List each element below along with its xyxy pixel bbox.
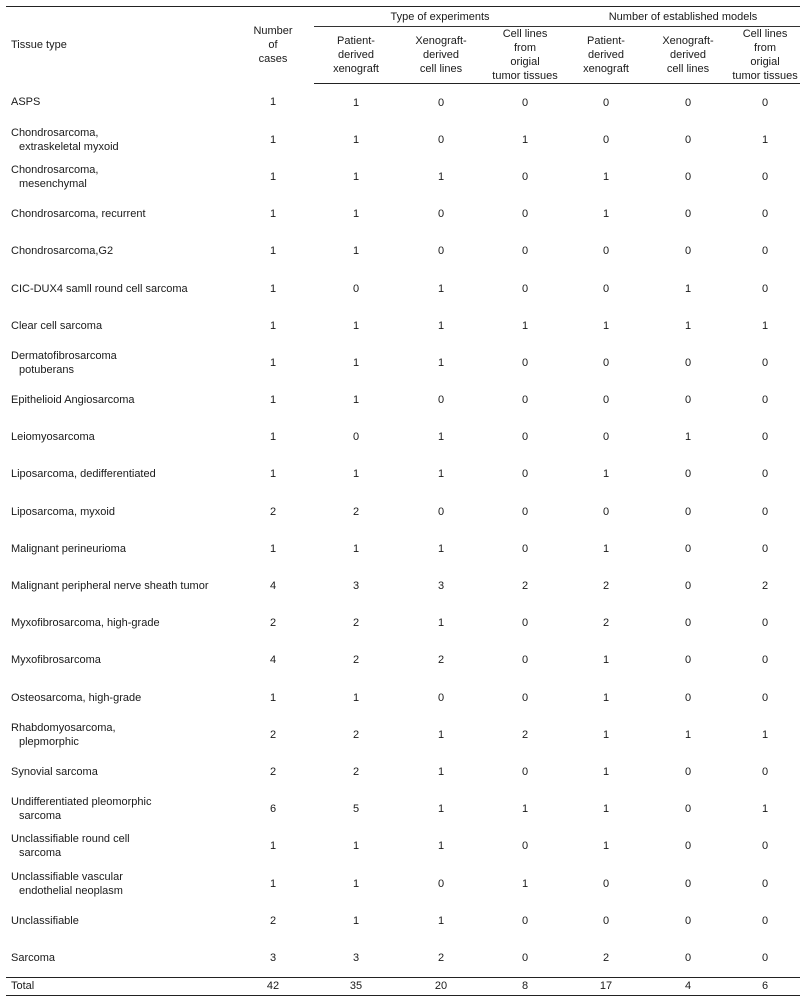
model-xdcl-cell: 0 (684, 803, 692, 816)
exp-cell-lines-cell: 1 (521, 133, 529, 146)
model-cell-lines-cell: 0 (761, 542, 769, 555)
model-xdcl-cell: 0 (684, 505, 692, 518)
model-cell-lines-cell: 0 (761, 765, 769, 778)
model-pdx-cell: 0 (602, 133, 610, 146)
tissue-type-cell: Liposarcoma, dedifferentiated (11, 468, 156, 481)
model-cell-lines-cell: 1 (761, 133, 769, 146)
cases-cell: 3 (269, 951, 277, 964)
cases-cell: 1 (269, 319, 277, 332)
cases-cell: 1 (269, 468, 277, 481)
header-number-of-cases: Number of cases (253, 25, 293, 66)
exp-cell-lines-cell: 0 (521, 394, 529, 407)
table-row (6, 233, 800, 270)
model-xdcl-cell: 0 (684, 654, 692, 667)
total-row (6, 977, 800, 995)
exp-pdx-cell: 1 (352, 468, 360, 481)
exp-pdx-cell: 1 (352, 840, 360, 853)
table-row (6, 158, 800, 195)
table-row (6, 530, 800, 567)
exp-xdcl-cell: 2 (437, 951, 445, 964)
cases-cell: 2 (269, 505, 277, 518)
exp-pdx-cell: 1 (352, 170, 360, 183)
tissue-type-cell: Myxofibrosarcoma (11, 654, 101, 667)
model-cell-lines-cell: 0 (761, 691, 769, 704)
exp-pdx-cell: 1 (352, 96, 360, 109)
cases-cell: 2 (269, 617, 277, 630)
model-pdx-cell: 2 (602, 580, 610, 593)
model-pdx-cell: 1 (602, 840, 610, 853)
exp-xdcl-cell: 0 (437, 96, 445, 109)
cases-cell: 1 (269, 394, 277, 407)
exp-xdcl-cell: 0 (437, 133, 445, 146)
model-xdcl-cell: 0 (684, 542, 692, 555)
table-row (6, 456, 800, 493)
exp-cell-lines-cell: 0 (521, 914, 529, 927)
model-xdcl-cell: 1 (684, 431, 692, 444)
tissue-type-cell: Leiomyosarcoma (11, 431, 95, 444)
exp-xdcl-cell: 1 (437, 914, 445, 927)
exp-pdx-cell: 1 (352, 394, 360, 407)
model-cell-lines-cell: 1 (761, 319, 769, 332)
model-pdx-cell: 1 (602, 170, 610, 183)
model-cell-lines-cell: 1 (761, 803, 769, 816)
header-exp-pdx: Patient- derived xenograft (314, 27, 398, 84)
table-row (6, 419, 800, 456)
cases-cell: 1 (269, 245, 277, 258)
exp-pdx-cell: 0 (352, 431, 360, 444)
total-exp-pdx-cell: 35 (314, 977, 398, 995)
exp-pdx-cell: 1 (352, 691, 360, 704)
model-xdcl-cell: 0 (684, 617, 692, 630)
cases-cell: 2 (269, 914, 277, 927)
total-exp-cell-lines-cell: 8 (484, 977, 566, 995)
exp-cell-lines-cell: 0 (521, 951, 529, 964)
model-pdx-cell: 0 (602, 96, 610, 109)
model-cell-lines-cell: 2 (761, 580, 769, 593)
exp-xdcl-cell: 1 (437, 803, 445, 816)
model-pdx-cell: 0 (602, 394, 610, 407)
exp-pdx-cell: 1 (352, 914, 360, 927)
table-row (6, 716, 800, 753)
exp-pdx-cell: 2 (352, 617, 360, 630)
exp-cell-lines-cell: 0 (521, 245, 529, 258)
model-xdcl-cell: 0 (684, 468, 692, 481)
exp-pdx-cell: 2 (352, 728, 360, 741)
exp-cell-lines-cell: 0 (521, 282, 529, 295)
total-exp-xdcl-cell: 20 (398, 977, 484, 995)
exp-cell-lines-cell: 0 (521, 542, 529, 555)
model-xdcl-cell: 0 (684, 170, 692, 183)
cases-cell: 4 (269, 654, 277, 667)
table-row (6, 865, 800, 902)
tissue-type-cell: Unclassifiable vascular endothelial neoplasm (11, 870, 123, 897)
exp-cell-lines-cell: 2 (521, 580, 529, 593)
tissue-type-cell: Malignant peripheral nerve sheath tumor (11, 580, 209, 593)
table-row (6, 828, 800, 865)
model-xdcl-cell: 0 (684, 580, 692, 593)
tissue-type-cell: Clear cell sarcoma (11, 319, 103, 332)
exp-xdcl-cell: 1 (437, 765, 445, 778)
model-pdx-cell: 0 (602, 505, 610, 518)
cases-cell: 1 (269, 96, 277, 109)
tissue-type-cell: Chondrosarcoma, mesenchymal (11, 163, 99, 190)
tissue-type-cell: Myxofibrosarcoma, high-grade (11, 617, 160, 630)
exp-xdcl-cell: 1 (437, 617, 445, 630)
model-pdx-cell: 0 (602, 914, 610, 927)
model-pdx-cell: 0 (602, 356, 610, 369)
model-cell-lines-cell: 0 (761, 170, 769, 183)
exp-xdcl-cell: 0 (437, 394, 445, 407)
exp-xdcl-cell: 1 (437, 431, 445, 444)
table-row (6, 493, 800, 530)
exp-xdcl-cell: 1 (437, 319, 445, 332)
exp-cell-lines-cell: 0 (521, 617, 529, 630)
exp-xdcl-cell: 1 (437, 170, 445, 183)
header-tissue-type: Tissue type (11, 39, 67, 52)
tissue-type-cell: Dermatofibrosarcoma potuberans (11, 349, 117, 376)
table-row (6, 270, 800, 307)
exp-pdx-cell: 3 (352, 951, 360, 964)
model-pdx-cell: 2 (602, 617, 610, 630)
exp-cell-lines-cell: 0 (521, 765, 529, 778)
model-cell-lines-cell: 1 (761, 728, 769, 741)
cases-cell: 6 (269, 803, 277, 816)
model-xdcl-cell: 0 (684, 96, 692, 109)
exp-xdcl-cell: 2 (437, 654, 445, 667)
exp-cell-lines-cell: 0 (521, 468, 529, 481)
model-cell-lines-cell: 0 (761, 208, 769, 221)
model-xdcl-cell: 0 (684, 245, 692, 258)
tissue-type-cell: Chondrosarcoma, recurrent (11, 208, 146, 221)
model-xdcl-cell: 1 (684, 282, 692, 295)
header-model-cell-lines: Cell lines from origial tumor tissues (730, 27, 800, 84)
exp-cell-lines-cell: 2 (521, 728, 529, 741)
exp-pdx-cell: 2 (352, 505, 360, 518)
model-pdx-cell: 1 (602, 691, 610, 704)
model-xdcl-cell: 0 (684, 914, 692, 927)
cases-cell: 2 (269, 728, 277, 741)
model-cell-lines-cell: 0 (761, 282, 769, 295)
table-row (6, 753, 800, 790)
header-model-pdx: Patient- derived xenograft (566, 27, 646, 84)
model-pdx-cell: 1 (602, 319, 610, 332)
exp-xdcl-cell: 1 (437, 356, 445, 369)
exp-pdx-cell: 1 (352, 877, 360, 890)
exp-xdcl-cell: 1 (437, 468, 445, 481)
cases-cell: 1 (269, 208, 277, 221)
model-cell-lines-cell: 0 (761, 840, 769, 853)
exp-xdcl-cell: 1 (437, 840, 445, 853)
exp-cell-lines-cell: 0 (521, 170, 529, 183)
model-cell-lines-cell: 0 (761, 654, 769, 667)
tissue-type-cell: Chondrosarcoma, extraskeletal myxoid (11, 126, 119, 153)
exp-pdx-cell: 1 (352, 245, 360, 258)
model-xdcl-cell: 0 (684, 691, 692, 704)
model-pdx-cell: 1 (602, 728, 610, 741)
exp-xdcl-cell: 0 (437, 208, 445, 221)
exp-pdx-cell: 2 (352, 765, 360, 778)
model-cell-lines-cell: 0 (761, 394, 769, 407)
total-label: Total (6, 977, 232, 995)
table-row (6, 382, 800, 419)
exp-xdcl-cell: 0 (437, 877, 445, 890)
exp-xdcl-cell: 3 (437, 580, 445, 593)
model-pdx-cell: 1 (602, 654, 610, 667)
model-cell-lines-cell: 0 (761, 914, 769, 927)
model-cell-lines-cell: 0 (761, 245, 769, 258)
model-pdx-cell: 1 (602, 765, 610, 778)
tissue-type-cell: Unclassifiable (11, 914, 79, 927)
model-pdx-cell: 1 (602, 468, 610, 481)
tissue-type-cell: Undifferentiated pleomorphic sarcoma (11, 796, 152, 823)
table-row (6, 84, 800, 122)
table-row (6, 344, 800, 381)
cases-cell: 4 (269, 580, 277, 593)
exp-pdx-cell: 0 (352, 282, 360, 295)
total-model-xdcl-cell: 4 (646, 977, 730, 995)
table-row (6, 791, 800, 828)
tissue-type-cell: Rhabdomyosarcoma, plepmorphic (11, 721, 116, 748)
cases-cell: 1 (269, 170, 277, 183)
model-pdx-cell: 0 (602, 431, 610, 444)
cases-cell: 1 (269, 431, 277, 444)
exp-xdcl-cell: 0 (437, 505, 445, 518)
cases-cell: 1 (269, 691, 277, 704)
total-model-pdx-cell: 17 (566, 977, 646, 995)
model-pdx-cell: 0 (602, 877, 610, 890)
tissue-type-cell: Osteosarcoma, high-grade (11, 691, 142, 704)
tissue-type-cell: Chondrosarcoma,G2 (11, 245, 114, 258)
cases-cell: 1 (269, 133, 277, 146)
exp-pdx-cell: 1 (352, 356, 360, 369)
exp-cell-lines-cell: 0 (521, 505, 529, 518)
table-row (6, 642, 800, 679)
exp-xdcl-cell: 0 (437, 245, 445, 258)
model-pdx-cell: 0 (602, 245, 610, 258)
model-cell-lines-cell: 0 (761, 505, 769, 518)
model-xdcl-cell: 0 (684, 840, 692, 853)
model-pdx-cell: 1 (602, 803, 610, 816)
model-cell-lines-cell: 0 (761, 617, 769, 630)
table-row (6, 196, 800, 233)
table-row (6, 307, 800, 344)
model-cell-lines-cell: 0 (761, 951, 769, 964)
header-exp-xdcl: Xenograft- derived cell lines (398, 27, 484, 84)
exp-cell-lines-cell: 0 (521, 431, 529, 444)
total-cases-cell: 42 (232, 977, 314, 995)
tissue-type-cell: Malignant perineurioma (11, 542, 126, 555)
table-body (6, 84, 800, 996)
table-row (6, 605, 800, 642)
tissue-type-cell: Unclassifiable round cell sarcoma (11, 833, 130, 860)
exp-pdx-cell: 2 (352, 654, 360, 667)
model-cell-lines-cell: 0 (761, 431, 769, 444)
model-cell-lines-cell: 0 (761, 96, 769, 109)
exp-xdcl-cell: 1 (437, 728, 445, 741)
model-pdx-cell: 0 (602, 282, 610, 295)
model-xdcl-cell: 0 (684, 356, 692, 369)
model-xdcl-cell: 0 (684, 951, 692, 964)
table-row (6, 939, 800, 977)
exp-xdcl-cell: 1 (437, 282, 445, 295)
model-cell-lines-cell: 0 (761, 356, 769, 369)
exp-cell-lines-cell: 1 (521, 319, 529, 332)
tissue-type-cell: Synovial sarcoma (11, 765, 98, 778)
tissue-type-cell: CIC-DUX4 samll round cell sarcoma (11, 282, 188, 295)
sarcoma-models-table (6, 6, 800, 996)
model-pdx-cell: 2 (602, 951, 610, 964)
cases-cell: 1 (269, 542, 277, 555)
exp-cell-lines-cell: 0 (521, 356, 529, 369)
tissue-type-cell: Sarcoma (11, 951, 56, 964)
cases-cell: 1 (269, 840, 277, 853)
cases-cell: 1 (269, 282, 277, 295)
exp-cell-lines-cell: 0 (521, 840, 529, 853)
exp-cell-lines-cell: 0 (521, 208, 529, 221)
exp-pdx-cell: 1 (352, 542, 360, 555)
total-model-cell-lines-cell: 6 (730, 977, 800, 995)
model-cell-lines-cell: 0 (761, 468, 769, 481)
header-model-xdcl: Xenograft- derived cell lines (646, 27, 730, 84)
exp-cell-lines-cell: 0 (521, 654, 529, 667)
exp-pdx-cell: 1 (352, 208, 360, 221)
header-exp-cell-lines: Cell lines from origial tumor tissues (484, 27, 566, 84)
exp-xdcl-cell: 1 (437, 542, 445, 555)
cases-cell: 1 (269, 877, 277, 890)
table-row (6, 121, 800, 158)
exp-pdx-cell: 3 (352, 580, 360, 593)
exp-cell-lines-cell: 1 (521, 877, 529, 890)
exp-pdx-cell: 1 (352, 319, 360, 332)
model-xdcl-cell: 0 (684, 394, 692, 407)
table-row (6, 902, 800, 939)
table-row (6, 567, 800, 604)
exp-cell-lines-cell: 0 (521, 96, 529, 109)
model-xdcl-cell: 1 (684, 728, 692, 741)
model-xdcl-cell: 0 (684, 765, 692, 778)
model-xdcl-cell: 0 (684, 208, 692, 221)
model-pdx-cell: 1 (602, 542, 610, 555)
cases-cell: 2 (269, 765, 277, 778)
model-xdcl-cell: 1 (684, 319, 692, 332)
model-xdcl-cell: 0 (684, 877, 692, 890)
exp-pdx-cell: 1 (352, 133, 360, 146)
table-row (6, 679, 800, 716)
model-cell-lines-cell: 0 (761, 877, 769, 890)
tissue-type-cell: ASPS (11, 96, 41, 109)
exp-pdx-cell: 5 (352, 803, 360, 816)
tissue-type-cell: Epithelioid Angiosarcoma (11, 394, 135, 407)
cases-cell: 1 (269, 356, 277, 369)
exp-cell-lines-cell: 0 (521, 691, 529, 704)
exp-xdcl-cell: 0 (437, 691, 445, 704)
tissue-type-cell: Liposarcoma, myxoid (11, 505, 115, 518)
header-type-of-experiments: Type of experiments (314, 7, 566, 27)
exp-cell-lines-cell: 1 (521, 803, 529, 816)
header-established-models: Number of established models (566, 7, 800, 27)
model-pdx-cell: 1 (602, 208, 610, 221)
model-xdcl-cell: 0 (684, 133, 692, 146)
